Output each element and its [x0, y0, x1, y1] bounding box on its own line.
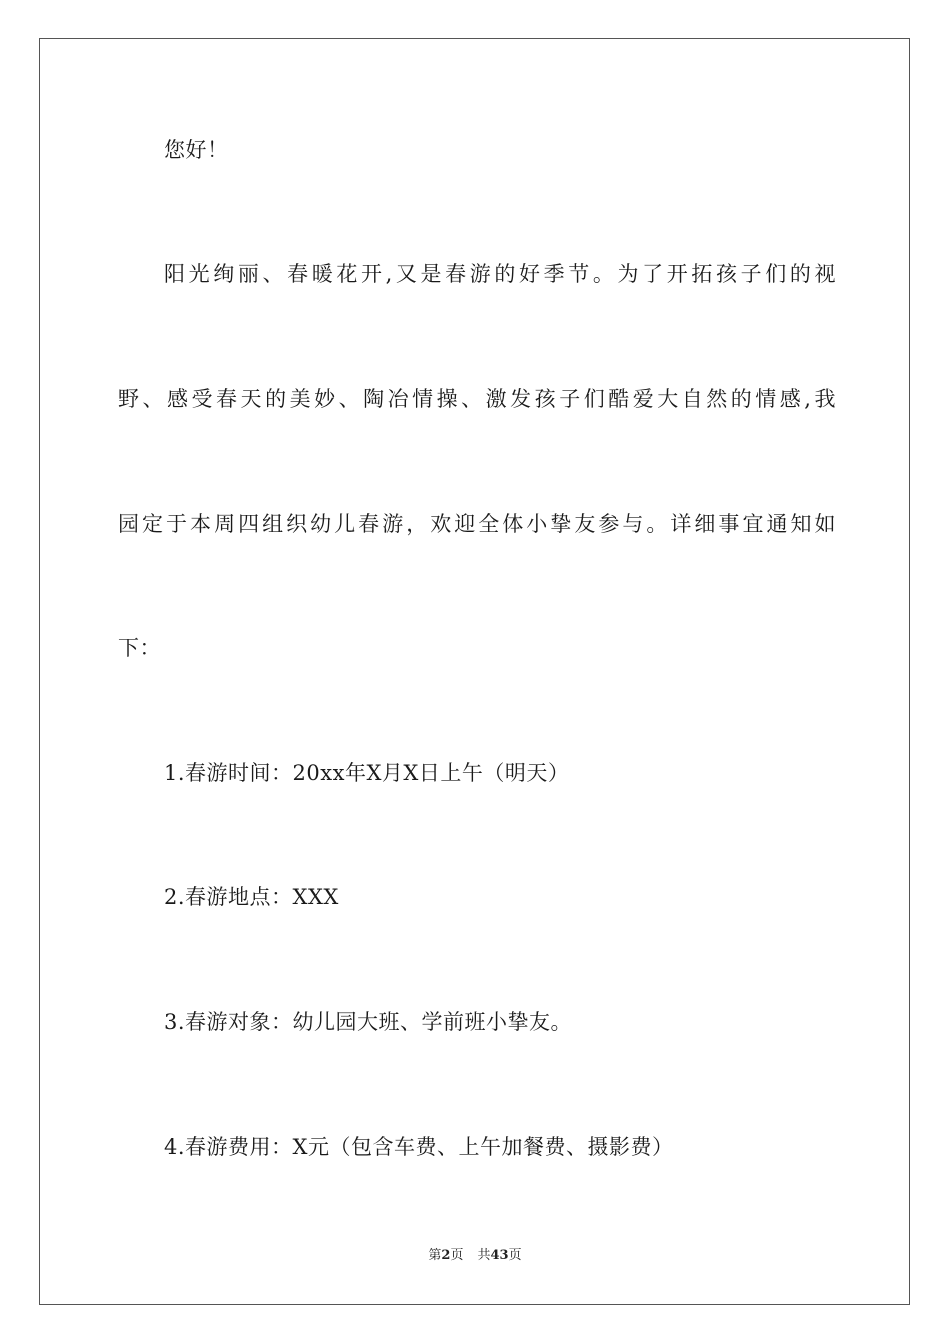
page-frame — [39, 38, 910, 1305]
footer-total-suffix: 页 — [508, 1248, 522, 1263]
intro-line-4: 下： — [118, 636, 161, 660]
greeting-line: 您好！ — [164, 138, 229, 162]
footer-total-pages: 43 — [490, 1248, 509, 1263]
list-item-time: 1.春游时间：20xx年X月X日上午（明天） — [164, 761, 570, 785]
footer-page-prefix: 第 — [428, 1248, 442, 1263]
intro-line-1: 阳光绚丽、春暖花开,又是春游的好季节。为了开拓孩子们的视 — [164, 262, 836, 286]
footer-page-number: 2 — [441, 1248, 451, 1263]
page-footer — [0, 1247, 950, 1265]
footer-page-suffix: 页 — [450, 1248, 464, 1263]
footer-total-prefix: 共 — [477, 1248, 491, 1263]
list-item-participants: 3.春游对象：幼儿园大班、学前班小挚友。 — [164, 1010, 573, 1034]
list-item-fee: 4.春游费用：X元（包含车费、上午加餐费、摄影费） — [164, 1135, 674, 1159]
intro-line-3: 园定于本周四组织幼儿春游，欢迎全体小挚友参与。详细事宜通知如 — [118, 512, 836, 536]
list-item-location: 2.春游地点：XXX — [164, 885, 339, 909]
intro-line-2: 野、感受春天的美妙、陶冶情操、激发孩子们酷爱大自然的情感,我 — [118, 387, 836, 411]
